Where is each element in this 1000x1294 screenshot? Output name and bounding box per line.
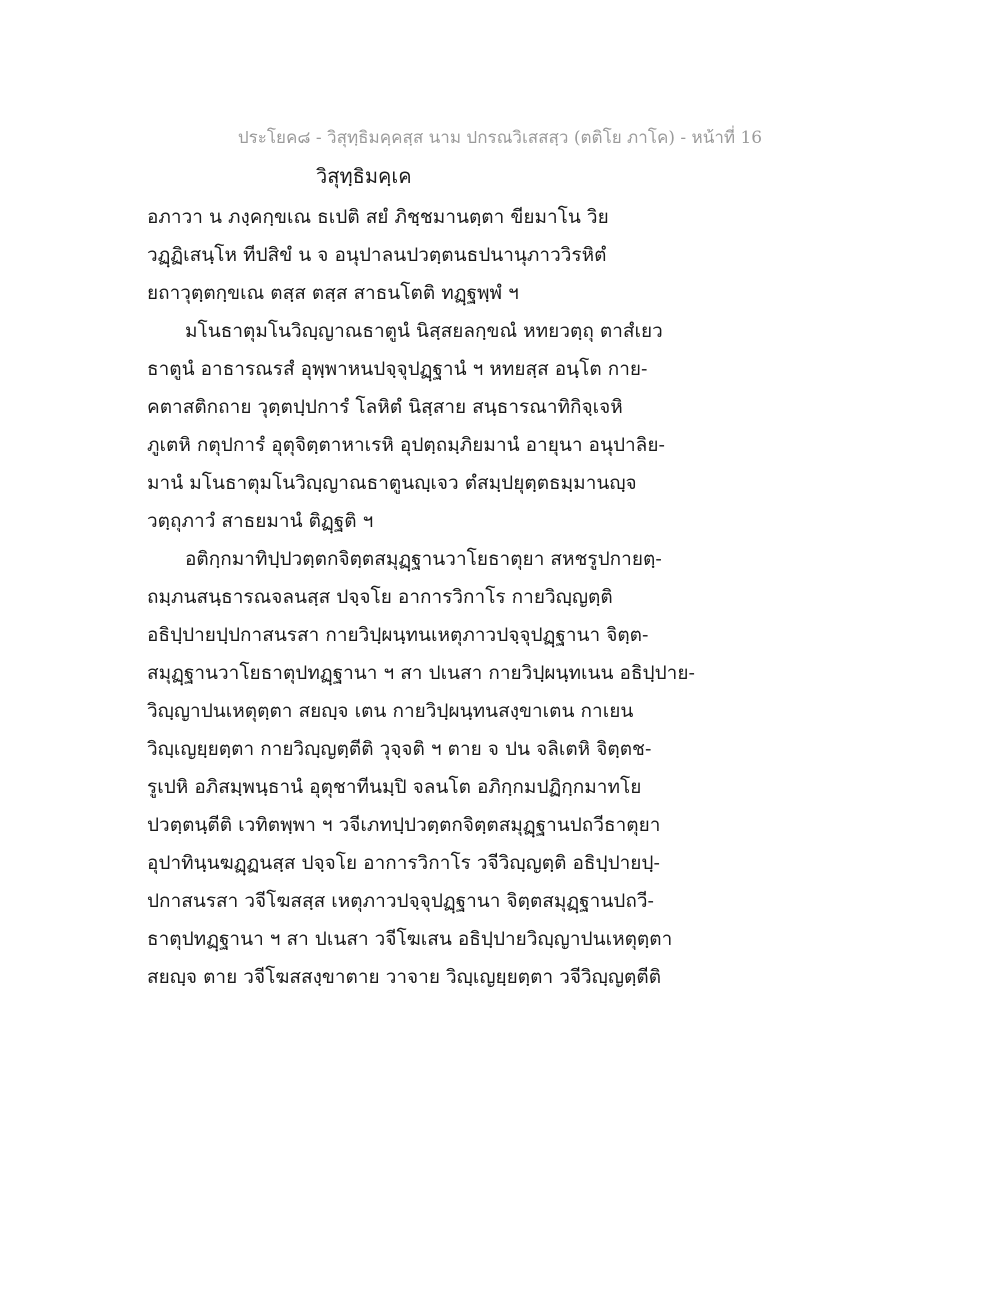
text-line: ยถาวุตฺตกฺขเณ ตสฺส ตสฺส สาธนโตติ ทฏฺฐพฺพํ ฯ (147, 282, 519, 304)
text-line: สยญฺจ ตาย วจีโฆสสงฺขาตาย วาจาย วิญฺเญยฺยตฺตา วจีวิญฺญตฺตีติ (147, 966, 662, 988)
text-line: วตฺถุภาวํ สาธยมานํ ติฏฺฐติ ฯ (147, 510, 374, 532)
text-line: อุปาทินฺนฆฏฺฏนสฺส ปจฺจโย อาการวิกาโร วจีวิญฺญตฺติ อธิปฺปายปฺ- (147, 852, 660, 874)
text-line: วิญฺเญยฺยตฺตา กายวิญฺญตฺตีติ วุจฺจติ ฯ ตาย จ ปน จลิเตหิ จิตฺตช- (147, 738, 652, 760)
paragraph-start-line: อติกฺกมาทิปฺปวตฺตกจิตฺตสมุฏฺฐานวาโยธาตุยา สหชรูปกายตฺ- (185, 548, 662, 570)
text-line: วฏฺฏิเสนฺโห ทีปสิขํ น จ อนุปาลนปวตฺตนธปนานุภาววิรหิตํ (147, 244, 607, 266)
body-text (147, 198, 707, 996)
text-line: ปวตฺตนฺตีติ เวทิตพฺพา ฯ วจีเภทปฺปวตฺตกจิตฺตสมุฏฺฐานปถวีธาตุยา (147, 814, 661, 836)
text-line: ภูเตหิ กตุปการํ อุตุจิตฺตาหาเรหิ อุปตฺถมฺภิยมานํ อายุนา อนุปาลิย- (147, 434, 665, 456)
text-line: มานํ มโนธาตุมโนวิญฺญาณธาตูนญฺเจว ตํสมฺปยุตฺตธมฺมานญฺจ (147, 472, 637, 494)
text-line: ปกาสนรสา วจีโฆสสฺส เหตุภาวปจฺจุปฏฺฐานา จิตฺตสมุฏฺฐานปถวี- (147, 890, 654, 912)
running-header: ประโยค๘ - วิสุทฺธิมคฺคสฺส นาม ปกรณวิเสสสฺว (ตติโย ภาโค) - หน้าที่ 16 (237, 128, 763, 148)
chapter-title: วิสุทฺธิมคฺเค (316, 164, 412, 188)
text-line: รูเปหิ อภิสมฺพนฺธานํ อุตุชาทีนมฺปิ จลนโต อภิกฺกมปฏิกฺกมาทโย (147, 776, 642, 798)
text-line: วิญฺญาปนเหตุตฺตา สยญฺจ เตน กายวิปฺผนฺทนสงฺขาเตน กาเยน (147, 700, 634, 722)
text-line: อธิปฺปายปฺปกาสนรสา กายวิปฺผนฺทนเหตุภาวปจฺจุปฏฺฐานา จิตฺต- (147, 624, 649, 646)
text-line: อภาวา น ภงฺคกฺขเณ ธเปติ สยํ ภิชฺชมานตฺตา ขียมาโน วิย (147, 206, 609, 228)
text-line: สมุฏฺฐานวาโยธาตุปทฏฺฐานา ฯ สา ปเนสา กายวิปฺผนฺทเนน อธิปฺปาย- (147, 662, 695, 684)
text-line: ธาตุปทฏฺฐานา ฯ สา ปเนสา วจีโฆเสน อธิปฺปายวิญฺญาปนเหตุตฺตา (147, 928, 673, 950)
text-line: ถมฺภนสนฺธารณจลนสฺส ปจฺจโย อาการวิกาโร กายวิญฺญตฺติ (147, 586, 613, 608)
text-line: คตาสติกถาย วุตฺตปฺปการํ โลหิตํ นิสฺสาย สนฺธารณาทิกิจฺเจหิ (147, 396, 623, 418)
paragraph-start-line: มโนธาตุมโนวิญฺญาณธาตูนํ นิสฺสยลกฺขณํ หทยวตฺถุ ตาสํเยว (185, 320, 663, 342)
text-line: ธาตูนํ อาธารณรสํ อุพฺพาหนปจฺจุปฏฺฐานํ ฯ หทยสฺส อนฺโต กาย- (147, 358, 648, 380)
